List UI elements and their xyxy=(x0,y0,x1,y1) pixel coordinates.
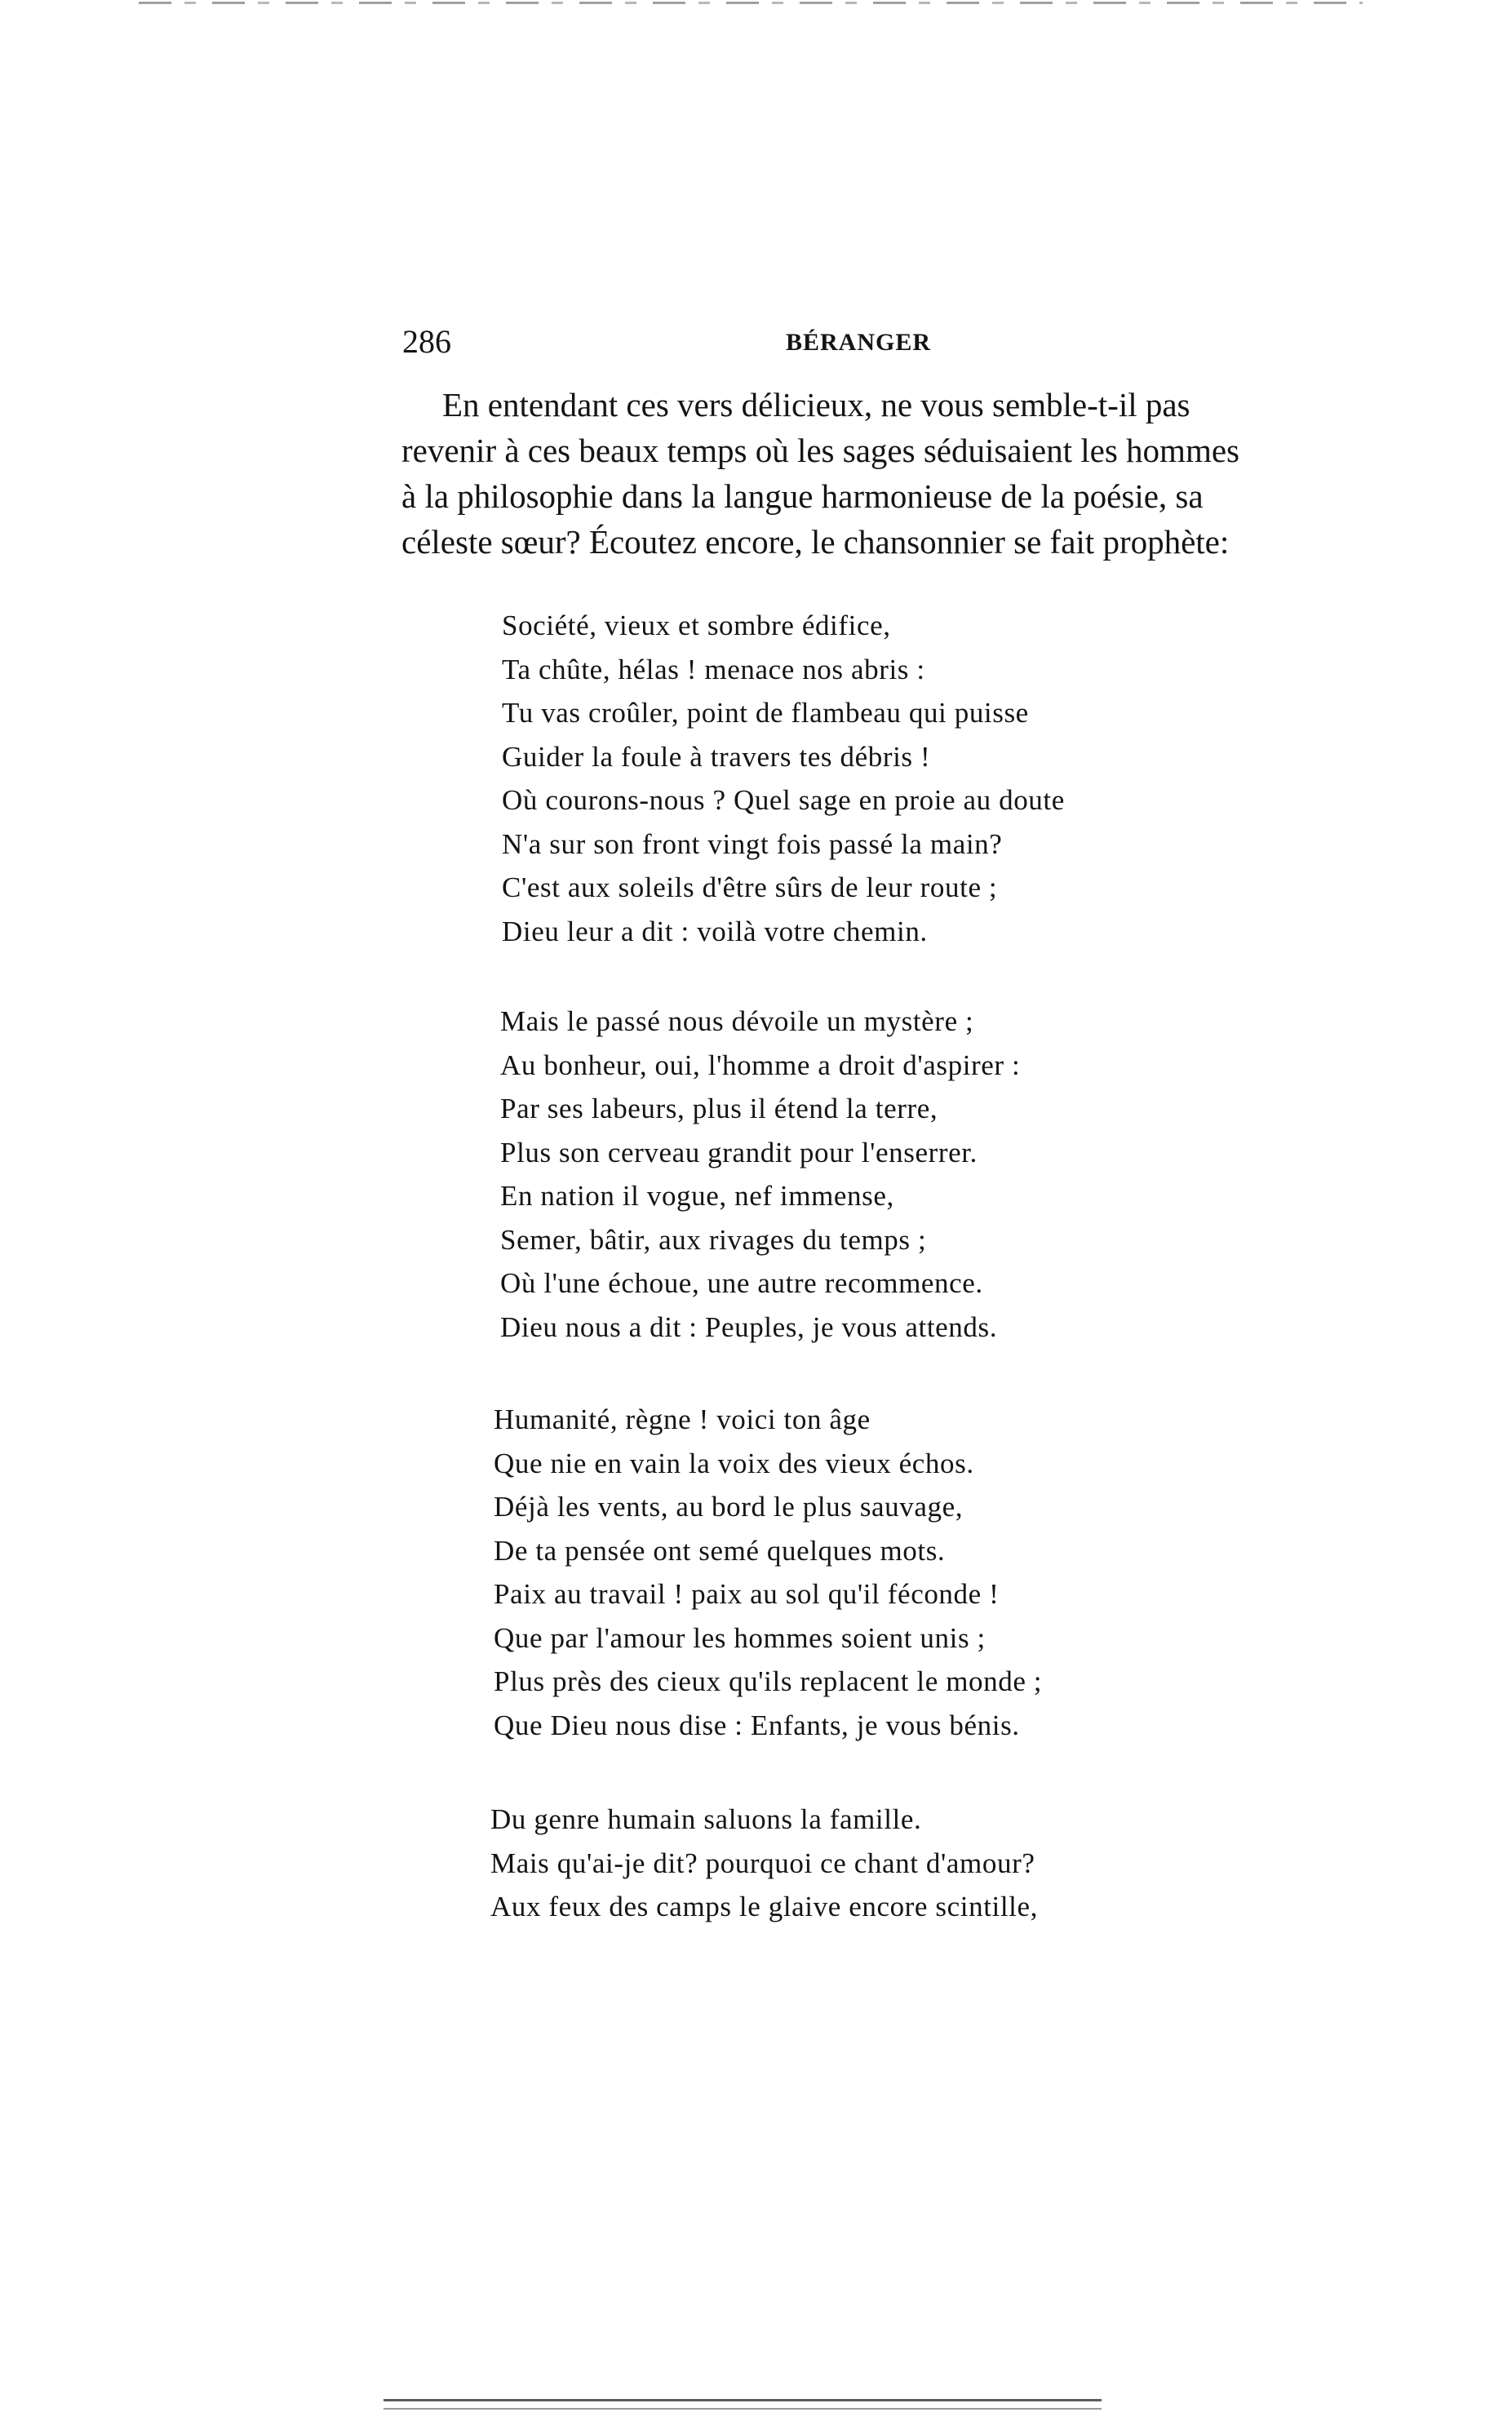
verse-line: Mais qu'ai-je dit? pourquoi ce chant d'amour? xyxy=(490,1847,1035,1879)
prose-line: En entendant ces vers délicieux, ne vous semble-t-il pas xyxy=(442,386,1191,423)
verse-line: Plus son cerveau grandit pour l'enserrer. xyxy=(500,1136,978,1168)
stanza-2 xyxy=(500,1000,1235,1349)
scan-edge-top xyxy=(139,2,1363,4)
verse-line: Mais le passé nous dévoile un mystère ; xyxy=(500,1005,974,1037)
scan-edge-bottom xyxy=(384,2408,1102,2410)
verse-line: Tu vas croûler, point de flambeau qui puisse xyxy=(502,697,1029,729)
prose-line: revenir à ces beaux temps où les sages séduisaient les hommes xyxy=(401,432,1239,469)
page-number: 286 xyxy=(402,323,451,360)
prose-line: céleste sœur? Écoutez encore, le chansonnier se fait prophète: xyxy=(401,523,1230,561)
verse-line: Société, vieux et sombre édifice, xyxy=(502,610,891,641)
running-title: BÉRANGER xyxy=(786,329,932,356)
verse-line: En nation il vogue, nef immense, xyxy=(500,1180,894,1212)
stanza-3 xyxy=(494,1398,1228,1747)
verse-line: Semer, bâtir, aux rivages du temps ; xyxy=(500,1223,927,1256)
scan-edge-bottom xyxy=(384,2399,1102,2401)
verse-line: Du genre humain saluons la famille. xyxy=(490,1803,922,1835)
verse-line: Que nie en vain la voix des vieux échos. xyxy=(494,1447,974,1479)
verse-line: Plus près des cieux qu'ils replacent le monde ; xyxy=(494,1665,1043,1697)
verse-line: Par ses labeurs, plus il étend la terre, xyxy=(500,1093,938,1124)
verse-line: Au bonheur, oui, l'homme a droit d'aspirer : xyxy=(500,1049,1021,1081)
verse-line: Dieu leur a dit : voilà votre chemin. xyxy=(502,915,928,947)
verse-line: Aux feux des camps le glaive encore scintille, xyxy=(490,1891,1038,1922)
verse-line: Où courons-nous ? Quel sage en proie au doute xyxy=(502,784,1065,816)
page-header xyxy=(402,322,1300,371)
verse-line: C'est aux soleils d'être sûrs de leur route ; xyxy=(502,871,998,903)
verse-line: Dieu nous a dit : Peuples, je vous attends. xyxy=(500,1310,998,1343)
verse-line: N'a sur son front vingt fois passé la main? xyxy=(502,827,1003,860)
verse-line: Où l'une échoue, une autre recommence. xyxy=(500,1267,983,1299)
stanza-4 xyxy=(490,1798,1225,1929)
verse-line: Déjà les vents, au bord le plus sauvage, xyxy=(494,1491,964,1523)
verse-line: Humanité, règne ! voici ton âge xyxy=(494,1403,871,1435)
stanza-1 xyxy=(502,604,1236,953)
prose-line: à la philosophie dans la langue harmonieuse de la poésie, sa xyxy=(401,477,1204,515)
verse-line: Que Dieu nous dise : Enfants, je vous bénis. xyxy=(494,1709,1020,1741)
verse-line: Paix au travail ! paix au sol qu'il féconde ! xyxy=(494,1578,1000,1610)
verse-line: Guider la foule à travers tes débris ! xyxy=(502,740,931,773)
prose-paragraph xyxy=(401,382,1299,565)
verse-line: Ta chûte, hélas ! menace nos abris : xyxy=(502,653,925,685)
verse-line: De ta pensée ont semé quelques mots. xyxy=(494,1534,946,1567)
verse-line: Que par l'amour les hommes soient unis ; xyxy=(494,1621,986,1654)
